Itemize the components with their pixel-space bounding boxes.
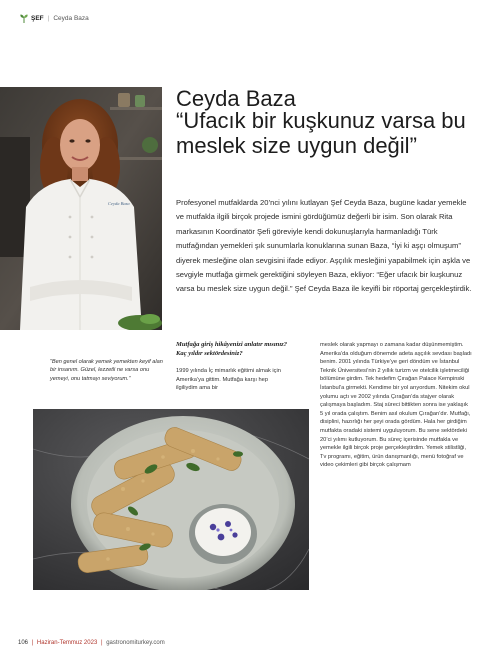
leaf-icon xyxy=(20,14,28,23)
website-link[interactable]: gastronomiturkey.com xyxy=(106,640,165,646)
interview-answer-part1: 1999 yılında İç mimarlık eğitimi almak için Amerika’ya gittim. Mutfağa karşı hep ilgiliydim ama bir xyxy=(176,368,281,392)
section-header xyxy=(20,14,89,23)
footer-separator-2: | xyxy=(100,640,103,646)
pull-quote: “Ben genel olarak yemek yemekten keyif alan bir insanım. Güzel, lezzetli ne varsa onu yemeyi, onu tatmayı seviyorum.” xyxy=(50,359,163,382)
chef-portrait-photo xyxy=(0,87,162,330)
article-intro: Profesyonel mutfaklarda 20’nci yılını kutlayan Şef Ceyda Baza, bugüne kadar yemekle ve mutfakla ilgili birçok projede ismini gördüğümüz değerli bir isim. Son olarak Rita markasının Koordinatör Şefi göreviyle kendi dokunuşlarıyla harmanladığı Türk mutfağından yemekleri şık sunumlarla konuklarına sunan Baza, “İyi ki aşçı olmuşum” diyerek mesleğine olan sevgisini ifade ediyor. Aşçılık mesleğini yapabilmek için aşkla ve sevgiyle mutfağa girmek gerektiğini söyleyen Baza, ekliyor: “Eğer ufacık bir kuşkunuz varsa bu meslek size uygun değil.” Şef Ceyda Baza ile keyifli bir röportaj gerçekleştirdik. xyxy=(176,198,472,294)
interview-question: Mutfağa giriş hikâyenizi anlatır mısınız? Kaç yıldır sektördesiniz? xyxy=(176,341,288,357)
section-subject: Ceyda Baza xyxy=(53,15,89,22)
interview-answer-part2: meslek olarak yapmayı o zamana kadar düşünmemiştim. Amerika’da olduğum dönemde adeta aşçılık sevdası başladı benim. 2001 yılında Türkiye’ye geri döndüm ve İstanbul Teknik Üniversitesi’nin 2 yıllık turizm ve otelcilik işletmeciliği bölümüne girdim. Tek hedefim Çırağan Palace Kempinski İstanbul’a girmekti. Kendime bir yol arıyordum. Nitekim okul yolumu açtı ve 2002 yılında Çırağan’da stajyer olarak çalışmaya başladım. Staj süreci bittikten sonra ise yaklaşık 5 yıl orada çalıştım. Benim asıl okulum Çırağan’dır. Mutfağı, disiplini, hazırlığı her şeyi orada gördüm. Hala her girdiğim mutfakta oradaki sistemi uyguluyorum. Bu sene sektördeki 20’ci yılımı kutluyorum. Bu süreç içerisinde mutfakla ve yemekle ilgili birçok proje gerçekleştirdim. Yemek stilistliği, Tv programı, eğitim, ürün danışmanlığı, menü fotoğraf ve video çekimleri gibi birçok çalışmam xyxy=(320,342,472,469)
article-title-name: Ceyda Baza xyxy=(176,86,296,111)
jacket-embroidery: Ceyda Baza xyxy=(108,201,130,206)
header-separator: | xyxy=(47,15,50,22)
food-photo xyxy=(33,409,309,590)
issue-date: Haziran-Temmuz 2023 xyxy=(36,640,98,646)
section-label: ŞEF xyxy=(31,15,44,22)
page-footer xyxy=(18,640,165,646)
footer-separator-1: | xyxy=(31,640,34,646)
article-title-quote: “Ufacık bir kuşkunuz varsa bu meslek size uygun değil” xyxy=(176,108,466,158)
page-number: 106 xyxy=(18,640,29,646)
